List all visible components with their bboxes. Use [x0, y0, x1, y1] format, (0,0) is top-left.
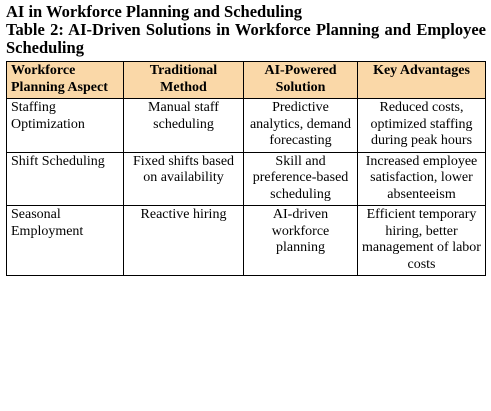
- cell-advantages: Reduced costs, optimized staffing during peak hours: [358, 99, 486, 153]
- cell-traditional: Reactive hiring: [124, 206, 244, 276]
- cell-ai-solution: AI-driven workforce planning: [244, 206, 358, 276]
- header-ai-powered-solution: AI-Powered Solution: [244, 62, 358, 99]
- cell-ai-solution: Skill and preference-based scheduling: [244, 152, 358, 206]
- table-caption: Table 2: AI-Driven Solutions in Workforce Planning and Employee Scheduling: [6, 20, 486, 57]
- cell-traditional: Manual staff scheduling: [124, 99, 244, 153]
- cell-advantages: Increased employee satisfaction, lower absenteeism: [358, 152, 486, 206]
- cell-aspect: Shift Scheduling: [7, 152, 124, 206]
- cell-aspect: Seasonal Employment: [7, 206, 124, 276]
- cell-ai-solution: Predictive analytics, demand forecasting: [244, 99, 358, 153]
- workforce-table: [6, 61, 486, 276]
- header-workforce-planning-aspect: Workforce Planning Aspect: [7, 62, 124, 99]
- table-row: [7, 206, 486, 276]
- section-title: AI in Workforce Planning and Scheduling: [6, 2, 303, 21]
- cell-traditional: Fixed shifts based on availability: [124, 152, 244, 206]
- cell-aspect: Staffing Optimization: [7, 99, 124, 153]
- table-row: [7, 99, 486, 153]
- table-row: [7, 152, 486, 206]
- cell-advantages: Efficient temporary hiring, better management of labor costs: [358, 206, 486, 276]
- document: [6, 2, 486, 276]
- header-key-advantages: Key Advantages: [358, 62, 486, 99]
- table-header-row: [7, 62, 486, 99]
- header-traditional-method: Traditional Method: [124, 62, 244, 99]
